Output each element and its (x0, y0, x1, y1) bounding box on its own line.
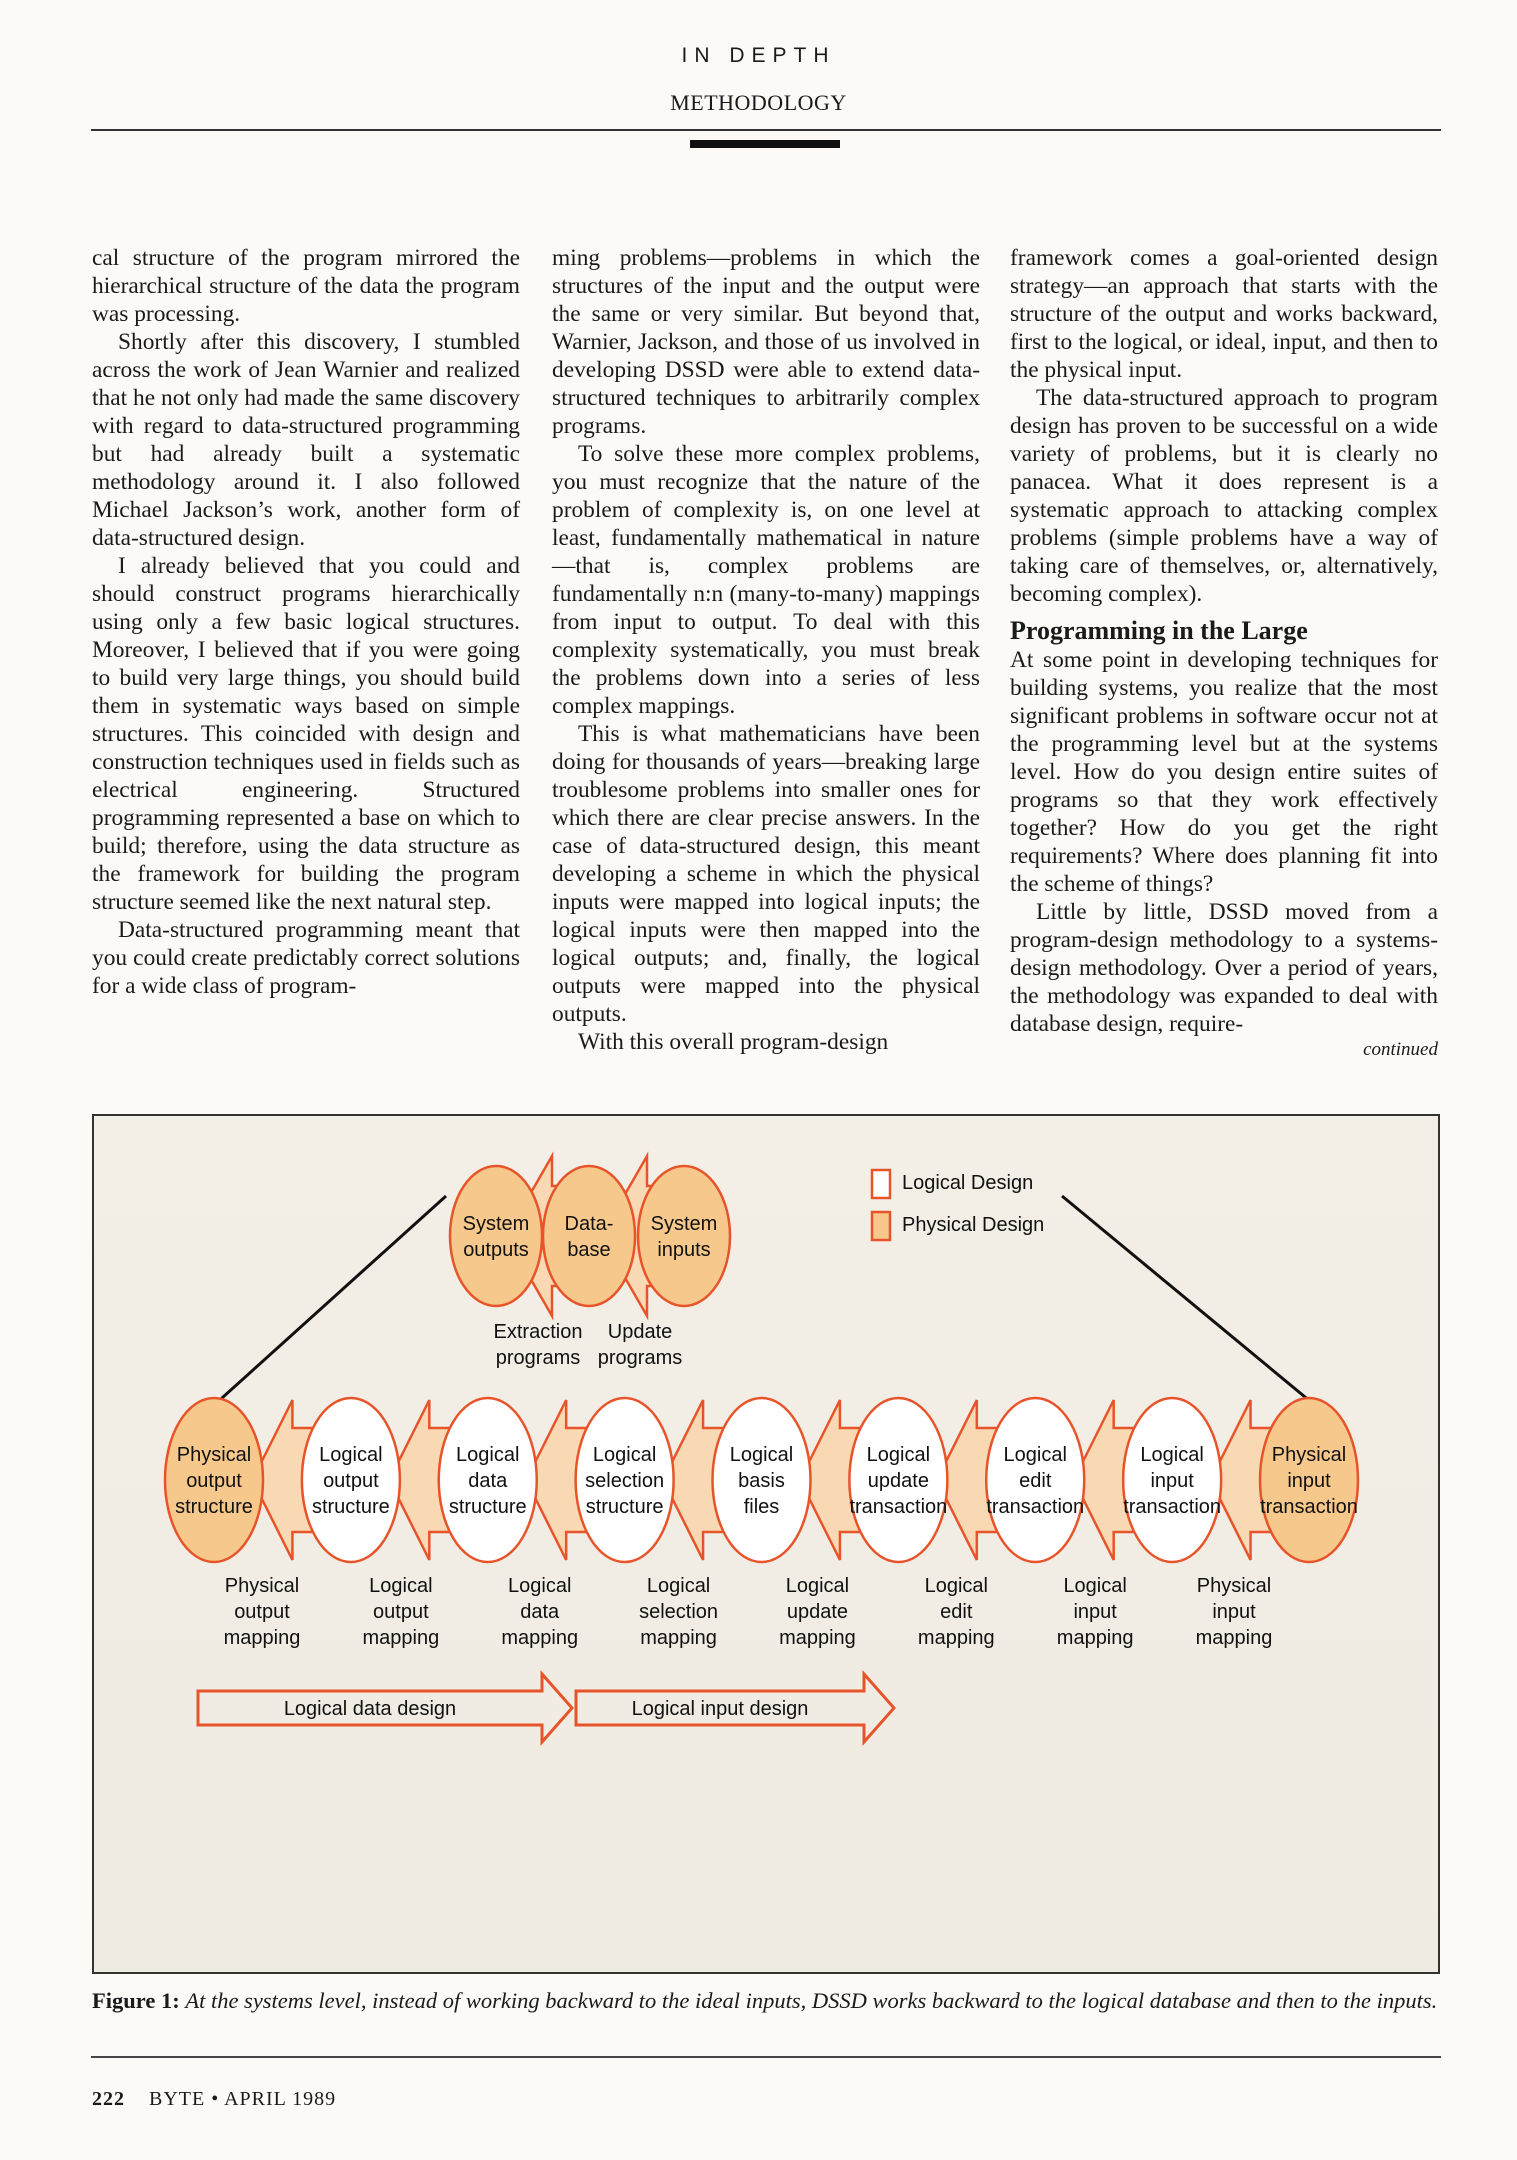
paragraph: Little by little, DSSD moved from a program-design methodology to a systems-design methodology. Over a period of years, the methodology was expanded to deal with database design, require- (1010, 899, 1438, 1037)
node-label-line: structure (175, 1496, 253, 1518)
text-column-3 (1010, 244, 1438, 1062)
design-arrow-label: Logical data design (283, 1698, 457, 1720)
node-physical (638, 1166, 730, 1306)
paragraph: The data-structured approach to program design has proven to be successful on a wide variety of problems, but it is clearly no panacea. What it does represent is a systematic approach to attacking complex problems (simple problems have a way of taking care of themselves, or, alternatively, becoming complex). (1010, 385, 1438, 607)
node-label-line: selection (585, 1470, 665, 1492)
page-footer (92, 2088, 336, 2111)
paragraph: This is what mathematicians have been doing for thousands of years—breaking large troublesome problems into smaller ones for which there are clear precise answers. In the case of data-structured design, this meant developing a scheme in which the physical inputs were mapped into logical inputs; the logical inputs were then mapped into the logical outputs; and, finally, the logical outputs were mapped into the physical outputs. (552, 721, 980, 1027)
mapping-label-line: mapping (501, 1627, 579, 1649)
figure-1 (92, 1114, 1440, 1974)
node-label-line: files (743, 1496, 780, 1518)
paragraph: I already believed that you could and should construct programs hierarchically using only a few basic logical structures. Moreover, I believed that if you were going to build very large things, you should build them in systematic ways based on simple structures. This coincided with design and construction techniques used in fields such as electrical engineering. Structured programming represented a base on which to build; therefore, using the data structure as the framework for building the program structure seemed like the next natural step. (92, 553, 520, 915)
node-label-line: structure (585, 1496, 664, 1518)
program-label-line: Extraction (493, 1321, 583, 1343)
node-label-line: Logical (1140, 1444, 1204, 1466)
node-label-line: output (186, 1470, 242, 1492)
mapping-label-line: data (520, 1601, 560, 1623)
mapping-label-line: mapping (640, 1627, 717, 1649)
node-label-line: Data- (564, 1213, 614, 1235)
node-label-line: Physical (176, 1444, 252, 1466)
triangle-left-edge (202, 1196, 446, 1416)
category-header: METHODOLOGY (670, 90, 847, 115)
node-label-line: structure (448, 1496, 527, 1518)
node-label-line: System (650, 1213, 718, 1235)
paragraph: ming problems—problems in which the structures of the input and the output were the same or very similar. But beyond that, Warnier, Jackson, and those of us involved in developing DSSD were able to extend data-structured techniques to arbitrarily complex programs. (552, 245, 980, 439)
node-label-line: Logical (592, 1444, 657, 1466)
text-column-2 (552, 244, 980, 1056)
node-label-line: Logical (729, 1444, 794, 1466)
legend-logical-swatch (872, 1170, 890, 1198)
section-header: IN DEPTH (681, 44, 836, 67)
legend-logical-label: Logical Design (902, 1172, 1034, 1194)
header-bar (690, 140, 840, 148)
node-label-line: basis (738, 1470, 785, 1492)
mapping-label-line: Logical (1063, 1575, 1127, 1597)
node-label-line: input (1150, 1470, 1194, 1492)
mapping-label (501, 1575, 578, 1649)
figure-caption (92, 1986, 1440, 2016)
triangle-right-edge (1062, 1196, 1328, 1416)
node-label-line: base (567, 1239, 611, 1261)
node-label-line: Logical (1003, 1444, 1067, 1466)
mapping-label (639, 1575, 718, 1649)
mapping-label-line: mapping (1195, 1627, 1273, 1649)
mapping-label-line: Physical (1196, 1575, 1272, 1597)
mapping-label-line: output (373, 1601, 429, 1623)
mapping-label-line: mapping (917, 1627, 995, 1649)
node-label-line: Logical (866, 1444, 931, 1466)
node-label-line: System (462, 1213, 530, 1235)
program-label (598, 1321, 682, 1369)
node-label-line: transaction (849, 1496, 948, 1518)
mapping-label-line: Logical (924, 1575, 988, 1597)
program-label-line: programs (495, 1347, 581, 1369)
node-label-line: Logical (456, 1444, 520, 1466)
paragraph: Shortly after this discovery, I stumbled across the work of Jean Warnier and realized that he not only had made the same discovery with regard to data-structured programming but had already built a systematic methodology around it. I also followed Michael Jackson’s work, another form of data-structured design. (92, 329, 520, 551)
node-label-line: output (323, 1470, 379, 1492)
paragraph: At some point in developing techniques for building systems, you realize that the most significant problems in software occur not at the programming level but at the systems level. How do you design entire suites of programs so that they work effectively together? How do you get the right requirements? Where does planning fit into the scheme of things? (1010, 647, 1438, 897)
legend-physical-label: Physical Design (902, 1214, 1045, 1236)
footer-rule (91, 2056, 1441, 2058)
mapping-label-line: mapping (1056, 1627, 1134, 1649)
node-label (585, 1444, 664, 1518)
mapping-label (918, 1575, 995, 1649)
dssd-diagram (94, 1116, 1438, 1972)
mapping-label (1057, 1575, 1134, 1649)
mapping-label-line: Logical (785, 1575, 850, 1597)
mapping-label-line: mapping (362, 1627, 440, 1649)
paragraph: Data-structured programming meant that you could create predictably correct solutions for a wide class of program- (92, 917, 520, 999)
mapping-label-line: update (786, 1601, 849, 1623)
paragraph: framework comes a goal-oriented design strategy—an approach that starts with the structure of the output and works backward, first to the logical, or ideal, input, and then to the physical input. (1010, 245, 1438, 383)
node-label-line: inputs (657, 1239, 711, 1261)
caption-text: At the systems level, instead of working backward to the ideal inputs, DSSD works backward to the logical database and then to the inputs. (185, 1988, 1438, 2013)
node-label (312, 1444, 390, 1518)
mapping-label-line: Logical (646, 1575, 711, 1597)
mapping-label-line: Physical (224, 1575, 300, 1597)
paragraph: With this overall program-design (578, 1029, 889, 1055)
legend-physical-swatch (872, 1212, 890, 1240)
text-column-1 (92, 244, 520, 1000)
program-label (494, 1321, 583, 1369)
mapping-label-line: mapping (779, 1627, 856, 1649)
node-label-line: structure (311, 1496, 390, 1518)
mapping-label-line: selection (639, 1601, 719, 1623)
mapping-label (1196, 1575, 1273, 1649)
mapping-label (779, 1575, 856, 1649)
node-label-line: update (867, 1470, 929, 1492)
program-label-line: Update (607, 1321, 673, 1343)
mapping-label-line: edit (940, 1601, 973, 1623)
node-physical (543, 1166, 635, 1306)
node-label-line: data (468, 1470, 508, 1492)
program-label-line: programs (597, 1347, 683, 1369)
node-label-line: edit (1019, 1470, 1052, 1492)
design-arrow-label: Logical input design (631, 1698, 809, 1720)
mapping-label (362, 1575, 439, 1649)
node-label-line: transaction (1123, 1496, 1222, 1518)
continued-label: continued (1363, 1039, 1438, 1060)
magazine-issue: BYTE • APRIL 1989 (149, 2088, 337, 2110)
header-rule (91, 129, 1441, 131)
mapping-label-line: Logical (508, 1575, 572, 1597)
node-label-line: transaction (1260, 1496, 1358, 1518)
node-label-line: input (1287, 1470, 1331, 1492)
mapping-label-line: input (1212, 1601, 1256, 1623)
page-number: 222 (92, 2088, 125, 2110)
node-physical (450, 1166, 542, 1306)
mapping-label-line: Logical (369, 1575, 433, 1597)
mapping-label (224, 1575, 301, 1649)
paragraph: cal structure of the program mirrored the hierarchical structure of the data the program was processing. (92, 245, 520, 327)
node-label-line: Logical (319, 1444, 383, 1466)
caption-label: Figure 1: (92, 1988, 180, 2013)
section-heading: Programming in the Large (1010, 616, 1308, 645)
mapping-label-line: mapping (223, 1627, 301, 1649)
mapping-label-line: output (234, 1601, 290, 1623)
node-label-line: transaction (986, 1496, 1085, 1518)
node-label (175, 1444, 253, 1518)
node-label-line: outputs (463, 1239, 529, 1261)
paragraph: To solve these more complex problems, you must recognize that the nature of the problem of complexity is, on one level at least, fundamentally mathematical in nature—that is, complex problems are fundamentally n:n (many-to-many) mappings from input to output. To deal with this complexity systematically, you must break the problems down into a series of less complex mappings. (552, 441, 980, 719)
node-label-line: Physical (1271, 1444, 1347, 1466)
mapping-label-line: input (1073, 1601, 1117, 1623)
